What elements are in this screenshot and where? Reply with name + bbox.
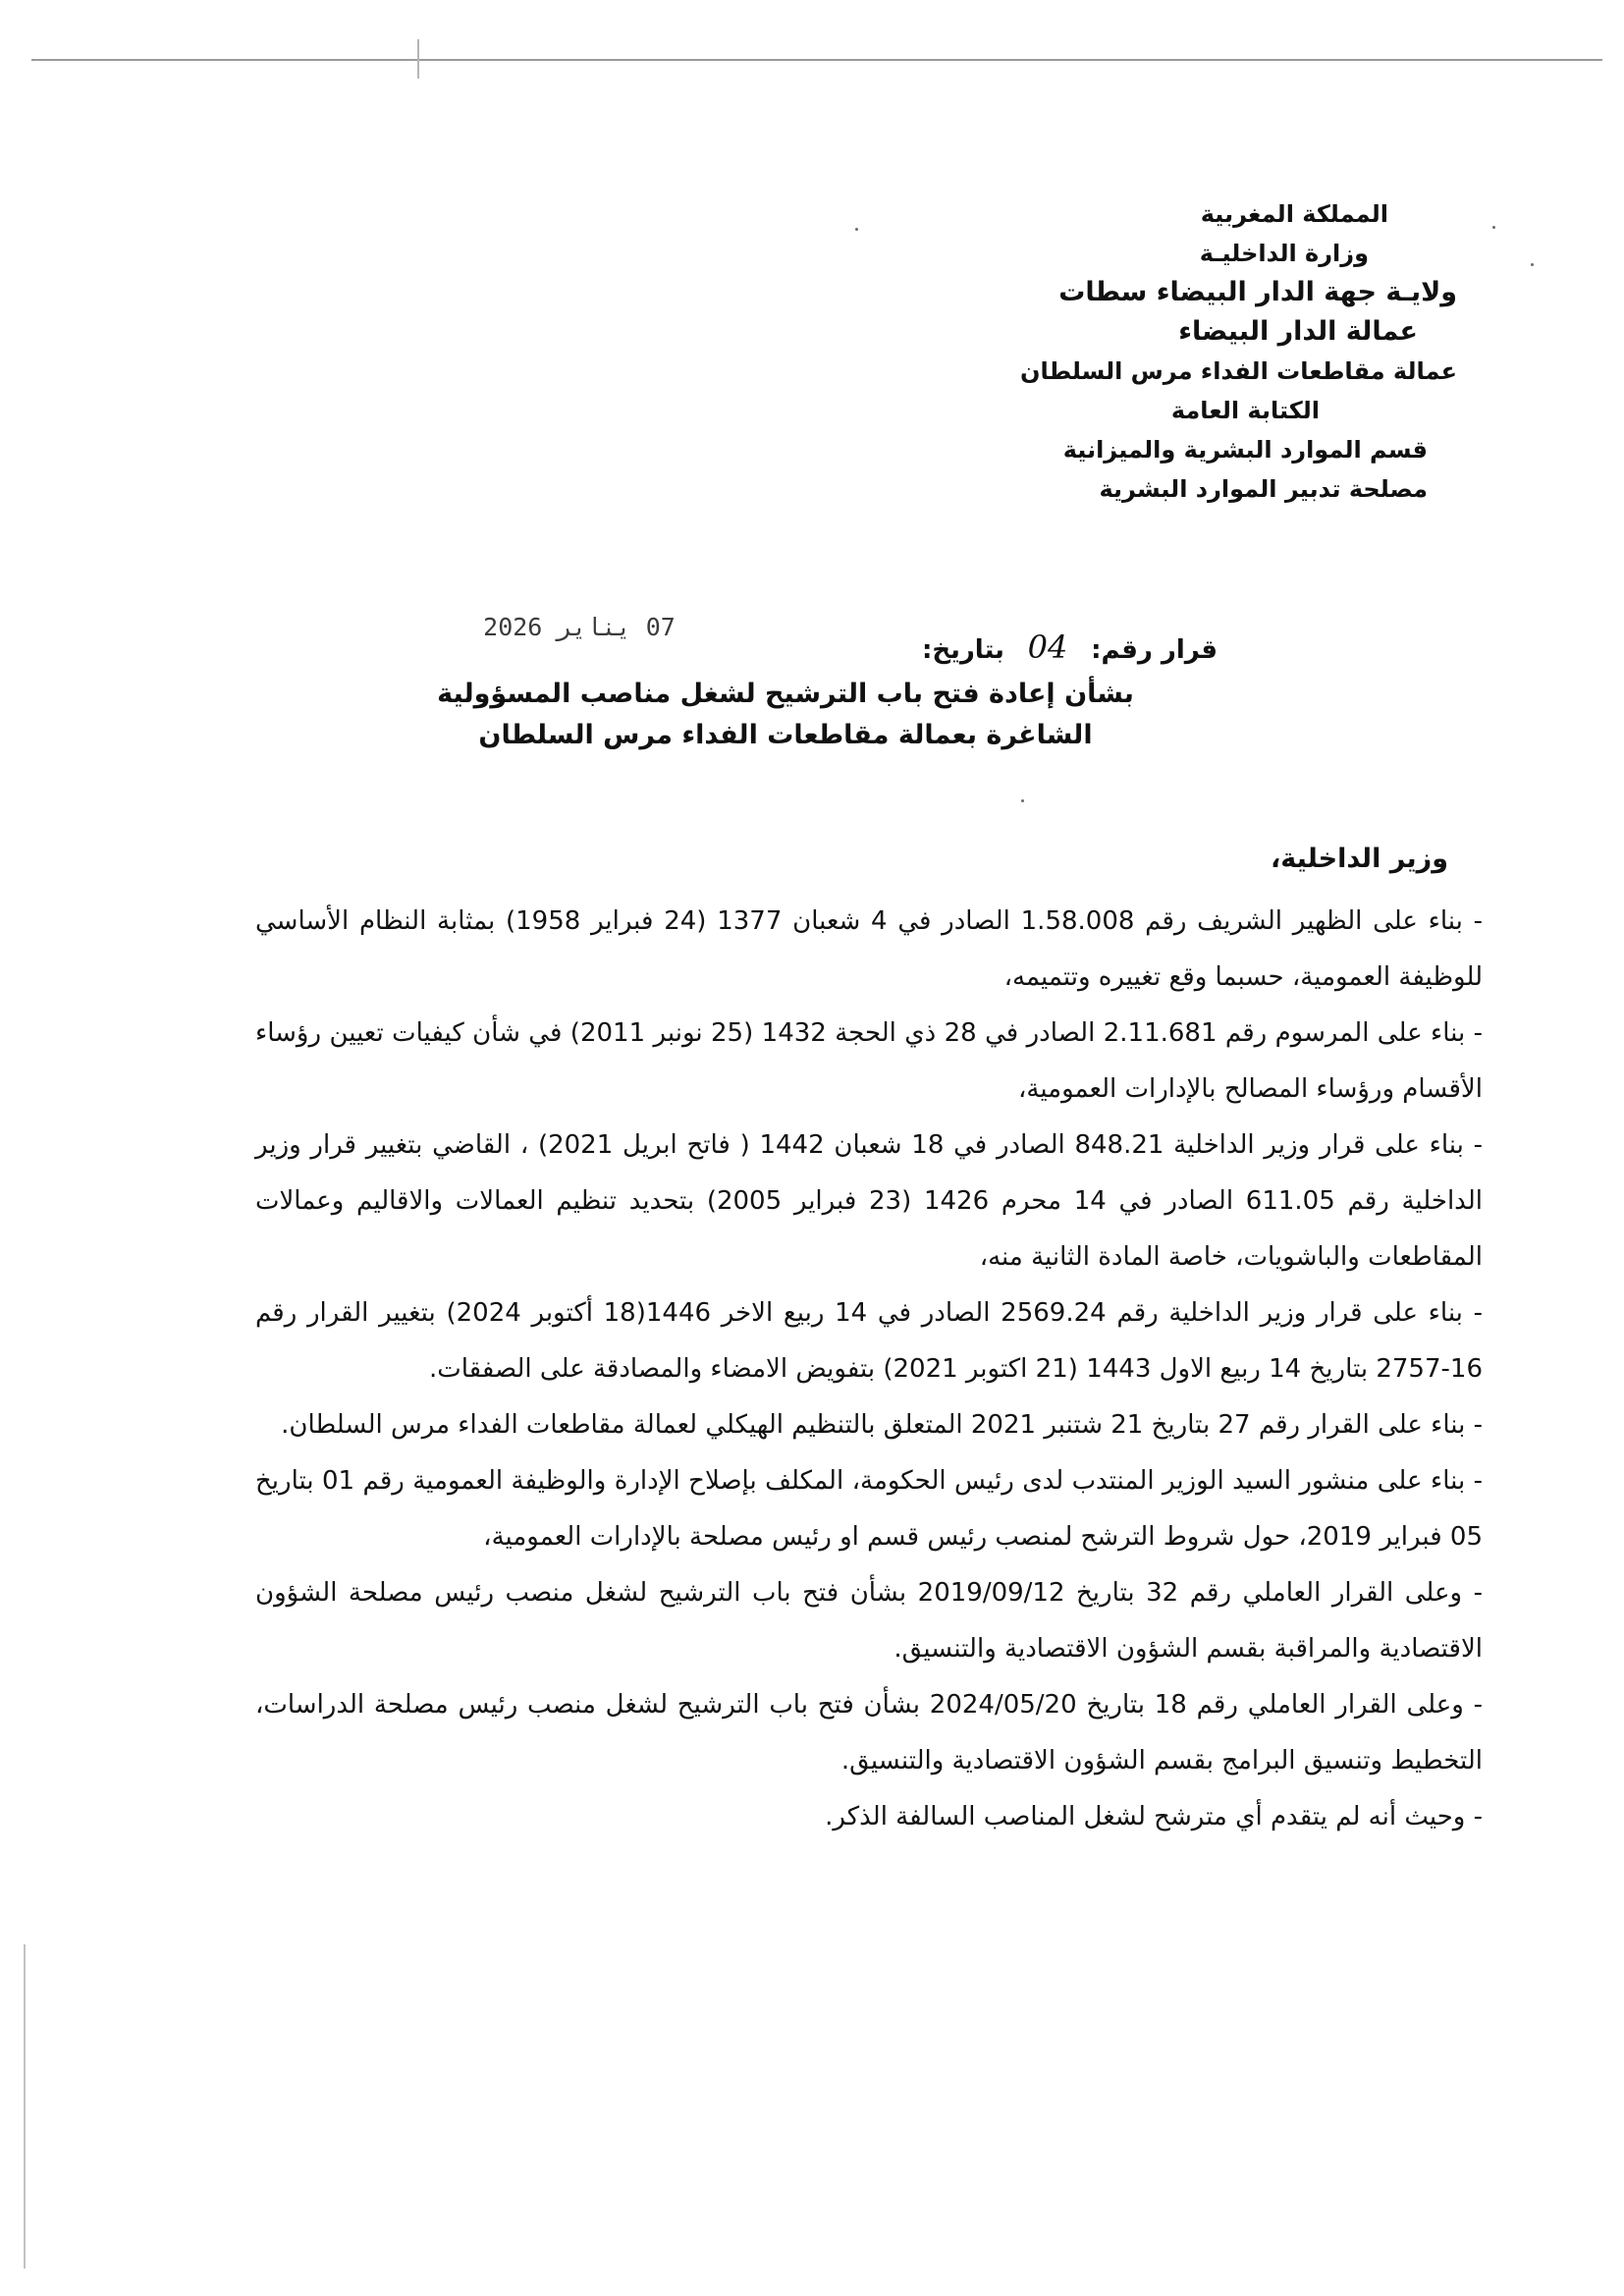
- scan-tick-mark: [417, 39, 419, 79]
- letterhead-ministry: وزارة الداخليـة: [1199, 240, 1369, 267]
- clause-minister-decision-2569: - بناء على قرار وزير الداخلية رقم 2569.24 الصادر في 14 ربيع الاخر 1446(18 أكتوبر 2024) بتغيير القرار رقم 16-2757 بتاريخ 14 ربيع الاول 1443 (21 اكتوبر 2021) بتفويض الامضاء والمصادقة على الصفقات.: [255, 1298, 1483, 1384]
- clause-dahir: - بناء على الظهير الشريف رقم 1.58.008 الصادر في 4 شعبان 1377 (24 فبراير 1958) بمثابة النظام الأساسي للوظيفة العمومية، حسبما وقع تغييره وتتميمه،: [255, 906, 1484, 992]
- decision-subject-line-1: بشأن إعادة فتح باب الترشيح لشغل مناصب المسؤولية: [437, 679, 1134, 709]
- decision-subject: [353, 674, 1218, 756]
- decision-header: [353, 613, 1218, 766]
- scan-speck: [855, 228, 858, 231]
- scan-speck: [1021, 799, 1024, 802]
- decision-body: [255, 835, 1483, 1845]
- letterhead-region: ولايـة جهة الدار البيضاء سطات: [1058, 277, 1457, 307]
- date-stamp: 07 يناير 2026: [483, 613, 676, 641]
- scan-border-line: [31, 59, 1602, 61]
- decision-subject-line-2: الشاغرة بعمالة مقاطعات الفداء مرس السلطان: [478, 720, 1093, 750]
- clause-minister-decision-848: - بناء على قرار وزير الداخلية 848.21 الصادر في 18 شعبان 1442 ( فاتح ابريل 2021) ، القاضي بتغيير قرار وزير الداخلية رقم 611.05 الصادر في 14 محرم 1426 (23 فبراير 2005) بتحديد تنظيم العمالات والاقاليم وعمالات المقاطعات والباشويات، خاصة المادة الثانية منه،: [255, 1130, 1483, 1272]
- clause-circular: - بناء على منشور السيد الوزير المنتدب لدى رئيس الحكومة، المكلف بإصلاح الإدارة والوظيفة العمومية رقم 01 بتاريخ 05 فبراير 2019، حول شروط الترشح لمنصب رئيس قسم او رئيس مصلحة بالإدارات العمومية،: [255, 1466, 1484, 1552]
- letterhead-kingdom: المملكة المغربية: [1200, 200, 1388, 228]
- letterhead: [966, 194, 1457, 509]
- clause-decision-27: - بناء على القرار رقم 27 بتاريخ 21 شتنبر 2021 المتعلق بالتنظيم الهيكلي لعمالة مقاطعات الفداء مرس السلطان.: [281, 1410, 1483, 1440]
- letterhead-secretariat: الكتابة العامة: [1170, 397, 1320, 424]
- letterhead-service: مصلحة تدبير الموارد البشرية: [1099, 475, 1428, 503]
- scan-speck: [1492, 226, 1495, 229]
- clause-decree: - بناء على المرسوم رقم 2.11.681 الصادر في 28 ذي الحجة 1432 (25 نونبر 2011) في شأن كيفيات تعيين رؤساء الأقسام ورؤساء المصالح بالإدارات العمومية،: [255, 1018, 1483, 1104]
- scan-speck: [1531, 263, 1534, 266]
- salutation: وزير الداخلية،: [1270, 844, 1448, 874]
- letterhead-division: قسم الموارد البشرية والميزانية: [1062, 436, 1428, 464]
- clause-prefectoral-decision-32: - وعلى القرار العاملي رقم 32 بتاريخ 2019/09/12 بشأن فتح باب الترشيح لشغل منصب رئيس مصلحة الشؤون الاقتصادية والمراقبة بقسم الشؤون الاقتصادية والتنسيق.: [255, 1578, 1483, 1664]
- letterhead-district-prefecture: عمالة مقاطعات الفداء مرس السلطان: [1019, 357, 1457, 385]
- decision-number-label: قرار رقم:: [1091, 635, 1218, 665]
- decision-date-label: بتاريخ:: [921, 635, 1004, 665]
- clause-no-candidates: - وحيث أنه لم يتقدم أي مترشح لشغل المناصب السالفة الذكر.: [825, 1802, 1483, 1831]
- letterhead-prefecture: عمالة الدار البيضاء: [1178, 316, 1418, 347]
- decision-number-handwritten: 04: [1027, 629, 1068, 666]
- clause-prefectoral-decision-18: - وعلى القرار العاملي رقم 18 بتاريخ 2024/05/20 بشأن فتح باب الترشيح لشغل منصب رئيس مصلحة الدراسات، التخطيط وتنسيق البرامج بقسم الشؤون الاقتصادية والتنسيق.: [255, 1690, 1483, 1776]
- scan-margin-line: [24, 1944, 26, 2269]
